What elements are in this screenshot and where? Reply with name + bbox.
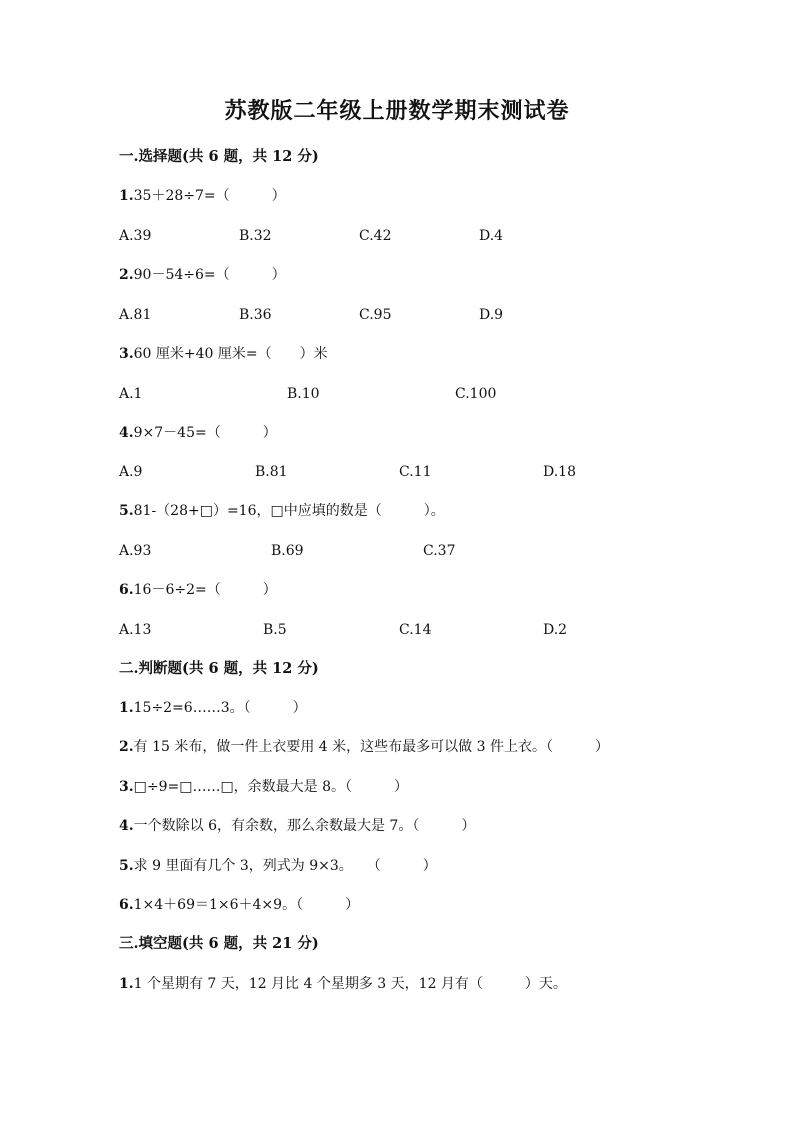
question-2-1 (119, 698, 307, 718)
option-a: A.9 (119, 464, 143, 480)
option-c: C.37 (423, 543, 456, 559)
question-number: 1. (119, 188, 134, 204)
question-text: 求 9 里面有几个 3，列式为 9×3。 （ ） (133, 858, 437, 874)
question-text: 60 厘米+40 厘米=（ ）米 (133, 346, 328, 362)
question-text: 90－54÷6=（ ） (133, 267, 286, 283)
question-number: 4. (119, 425, 134, 441)
question-number: 6. (119, 582, 134, 598)
question-3-1 (119, 974, 567, 994)
question-1-4 (119, 423, 277, 443)
question-2-4 (119, 816, 475, 836)
option-b: B.36 (239, 307, 272, 323)
question-text: 35＋28÷7=（ ） (133, 188, 286, 204)
option-c: C.11 (399, 464, 432, 480)
option-d: D.2 (543, 622, 568, 638)
question-number: 5. (119, 503, 134, 519)
option-c: C.42 (359, 228, 392, 244)
option-a: A.93 (119, 543, 152, 559)
option-a: A.13 (119, 622, 152, 638)
question-text: 15÷2=6……3。（ ） (133, 700, 307, 716)
question-number: 4. (119, 818, 134, 834)
option-b: B.5 (263, 622, 287, 638)
option-a: A.81 (119, 307, 152, 323)
question-1-5 (119, 501, 445, 521)
option-c: C.95 (359, 307, 392, 323)
option-a: A.1 (119, 386, 143, 402)
question-number: 1. (119, 700, 134, 716)
question-text: □÷9=□……□，余数最大是 8。（ ） (133, 779, 409, 795)
question-text: 16－6÷2=（ ） (133, 582, 277, 598)
section-heading-fill: 三.填空题(共 6 题，共 21 分) (119, 935, 319, 952)
question-text: 9×7－45=（ ） (133, 425, 277, 441)
question-1-2 (119, 265, 286, 285)
section-heading-choice: 一.选择题(共 6 题，共 12 分) (119, 148, 319, 165)
question-text: 81-（28+□）=16，□中应填的数是（ ）。 (133, 503, 445, 519)
question-text: 有 15 米布，做一件上衣要用 4 米，这些布最多可以做 3 件上衣。（ ） (133, 739, 609, 755)
option-b: B.32 (239, 228, 272, 244)
question-1-3 (119, 344, 328, 364)
option-d: D.4 (479, 228, 504, 244)
question-number: 6. (119, 897, 134, 913)
question-text: 一个数除以 6，有余数，那么余数最大是 7。（ ） (133, 818, 476, 834)
option-d: D.9 (479, 307, 504, 323)
option-c: C.100 (455, 386, 497, 402)
question-number: 2. (119, 267, 134, 283)
section-heading-judge: 二.判断题(共 6 题，共 12 分) (119, 660, 319, 677)
question-text: 1 个星期有 7 天，12 月比 4 个星期多 3 天，12 月有（ ）天。 (133, 976, 567, 992)
option-b: B.69 (271, 543, 304, 559)
question-1-1 (119, 186, 286, 206)
question-2-5 (119, 856, 437, 876)
option-a: A.39 (119, 228, 152, 244)
question-1-6 (119, 580, 277, 600)
option-b: B.81 (255, 464, 288, 480)
page-title: 苏教版二年级上册数学期末测试卷 (224, 98, 570, 124)
question-number: 1. (119, 976, 134, 992)
question-2-6 (119, 895, 359, 915)
option-d: D.18 (543, 464, 576, 480)
question-number: 3. (119, 346, 134, 362)
option-b: B.10 (287, 386, 320, 402)
option-c: C.14 (399, 622, 432, 638)
question-number: 2. (119, 739, 134, 755)
question-text: 1×4＋69＝1×6＋4×9。（ ） (133, 897, 360, 913)
question-2-3 (119, 777, 408, 797)
question-number: 5. (119, 858, 134, 874)
question-2-2 (119, 737, 609, 757)
question-number: 3. (119, 779, 134, 795)
